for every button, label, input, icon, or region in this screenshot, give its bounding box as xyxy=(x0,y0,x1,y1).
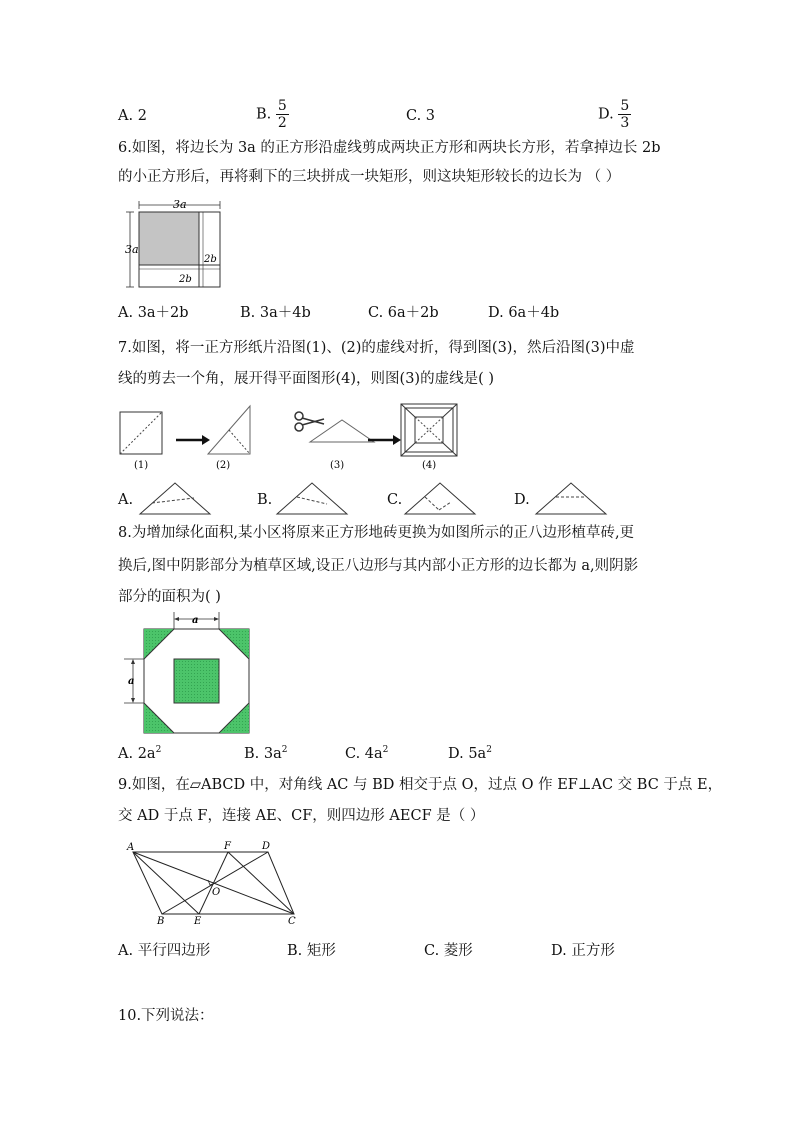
q8-option-b xyxy=(244,743,287,765)
q9-stem-line1: 9.如图，在▱ABCD 中，对角线 AC 与 BD 相交于点 O，过点 O 作 EF⊥AC 交 BC 于点 E， xyxy=(118,777,723,793)
q9-figure xyxy=(124,838,309,928)
q6-label-2b-right: 2b xyxy=(204,254,217,265)
q9-option-b: B. 矩形 xyxy=(287,943,336,959)
q7-option-a: A. xyxy=(118,492,134,508)
fraction-numerator: 5 xyxy=(620,98,630,114)
q8-stem-line3: 部分的面积为( ) xyxy=(118,589,221,605)
fig-label-3: (3) xyxy=(330,460,345,471)
point-e: E xyxy=(194,916,202,927)
q6-figure xyxy=(125,196,225,291)
q7-option-d-shape xyxy=(534,480,609,518)
exponent: 2 xyxy=(155,745,162,756)
fraction-denominator: 2 xyxy=(277,115,287,131)
fraction-denominator: 3 xyxy=(620,115,630,131)
q5-option-b-fraction xyxy=(276,98,289,131)
q7-option-b-shape xyxy=(275,480,350,518)
q6-label-left: 3a xyxy=(125,243,139,256)
q8-option-d xyxy=(448,743,492,765)
q7-stem-line1: 7.如图，将一正方形纸片沿图(1)、(2)的虚线对折，得到图(3)，然后沿图(3)中虚 xyxy=(118,340,635,356)
point-d: D xyxy=(262,841,271,852)
large-square xyxy=(139,212,199,265)
q8-option-a xyxy=(118,743,161,765)
q6-option-a: A. 3a＋2b xyxy=(118,305,189,321)
unfolded-shape-4 xyxy=(401,404,457,456)
fig-label-2: (2) xyxy=(216,460,231,471)
q5-option-b xyxy=(256,98,289,131)
point-c: C xyxy=(288,916,296,927)
q7-option-c: C. xyxy=(387,492,403,508)
inner-square xyxy=(174,659,219,703)
fraction-numerator: 5 xyxy=(277,98,287,114)
q6-stem-line2: 的小正方形后，再将剩下的三块拼成一块矩形，则这块矩形较长的边长为 （ ） xyxy=(118,169,621,185)
q7-stem-line2: 线的剪去一个角，展开得平面图形(4)，则图(3)的虚线是( ) xyxy=(118,371,494,387)
q7-option-d: D. xyxy=(514,492,530,508)
q5-option-d-fraction xyxy=(618,98,631,131)
q6-label-top: 3a xyxy=(173,198,187,211)
q8-stem-line2: 换后,图中阴影部分为植草区域,设正八边形与其内部小正方形的边长都为 a,则阴影 xyxy=(118,558,639,574)
q7-option-a-shape xyxy=(138,480,213,518)
q5-option-d xyxy=(598,98,631,131)
point-b: B xyxy=(157,916,165,927)
q9-option-a: A. 平行四边形 xyxy=(118,943,211,959)
q9-option-c: C. 菱形 xyxy=(424,943,473,959)
q9-option-d: D. 正方形 xyxy=(551,943,615,959)
q6-option-d: D. 6a＋4b xyxy=(488,305,560,321)
q8-stem-line1: 8.为增加绿化面积,某小区将原来正方形地砖更换为如图所示的正八边形植草砖,更 xyxy=(118,525,635,541)
option-text: D. 5a xyxy=(448,746,487,762)
q6-label-2b-bottom: 2b xyxy=(179,274,192,285)
exponent: 2 xyxy=(382,745,389,756)
q8-label-left: a xyxy=(128,676,135,687)
fig-label-4: (4) xyxy=(422,460,437,471)
q10-stem-line1: 10.下列说法： xyxy=(118,1008,214,1024)
q9-stem-line2: 交 AD 于点 F，连接 AE、CF，则四边形 AECF 是（ ） xyxy=(118,808,485,824)
q8-figure xyxy=(124,612,254,736)
point-o: O xyxy=(212,887,221,898)
fig-label-1: (1) xyxy=(134,460,149,471)
q5-option-a: A. 2 xyxy=(118,108,147,124)
point-f: F xyxy=(224,841,231,852)
q6-option-c: C. 6a＋2b xyxy=(368,305,439,321)
point-a: A xyxy=(127,842,135,853)
q7-option-b: B. xyxy=(257,492,273,508)
q5-option-c: C. 3 xyxy=(406,108,436,124)
option-text: B. 3a xyxy=(244,746,282,762)
q5-option-b-prefix: B. xyxy=(256,106,272,123)
q8-option-c xyxy=(345,743,388,765)
q6-option-b: B. 3a＋4b xyxy=(240,305,311,321)
option-text: C. 4a xyxy=(345,746,383,762)
scissors-icon xyxy=(295,412,324,431)
q7-option-c-shape xyxy=(403,480,478,518)
option-text: A. 2a xyxy=(118,746,156,762)
q5-option-d-prefix: D. xyxy=(598,106,614,123)
exponent: 2 xyxy=(281,745,288,756)
q7-figure xyxy=(118,400,468,475)
q6-stem-line1: 6.如图，将边长为 3a 的正方形沿虚线剪成两块正方形和两块长方形，若拿掉边长 2b xyxy=(118,140,661,156)
exponent: 2 xyxy=(486,745,492,756)
q8-label-top: a xyxy=(192,615,199,626)
